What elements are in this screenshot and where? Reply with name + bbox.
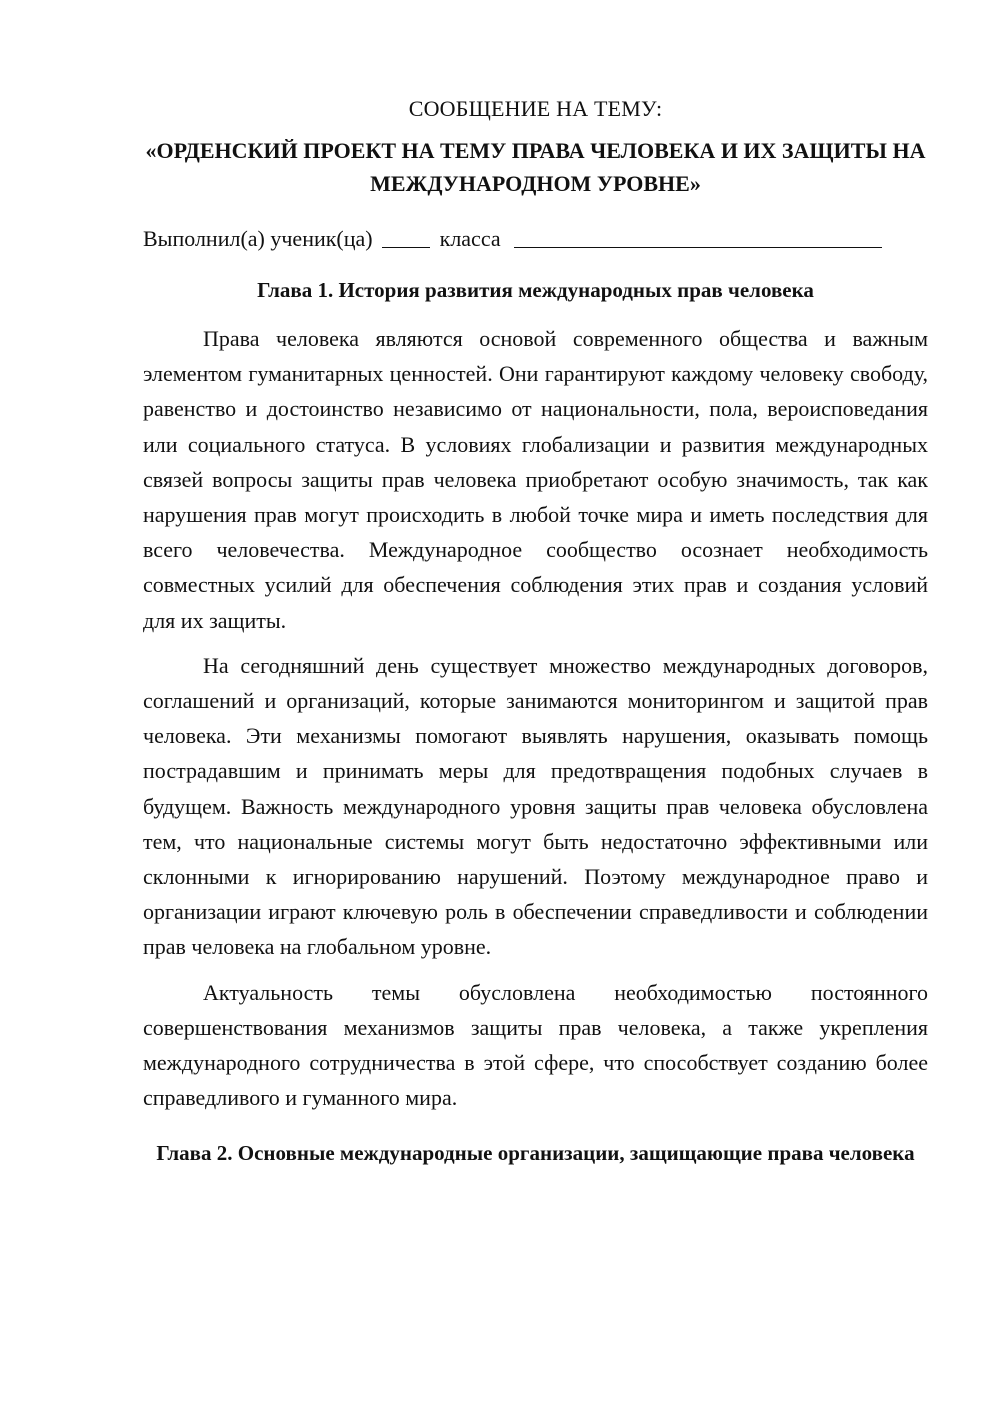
author-line: [143, 222, 928, 256]
chapter-1-paragraph-1: Права человека являются основой современного общества и важным элементом гуманитарных ценностей. Они гарантируют каждому человеку свободу, равенство и достоинство независимо от национальности, пола, вероисповедания или социального статуса. В условиях глобализации и развития международных связей вопросы защиты прав человека приобретают особую значимость, так как нарушения прав могут происходить в любой точке мира и иметь последствия для всего человечества. Международное сообщество осознает необходимость совместных усилий для обеспечения соблюдения этих прав и создания условий для их защиты.: [143, 326, 928, 633]
author-prefix: Выполнил(а) ученик(ца): [143, 226, 373, 251]
document-title: «ОРДЕНСКИЙ ПРОЕКТ НА ТЕМУ ПРАВА ЧЕЛОВЕКА И ИХ ЗАЩИТЫ НА МЕЖДУНАРОДНОМ УРОВНЕ»: [145, 138, 926, 196]
class-number-blank: [382, 225, 430, 248]
document-page: [143, 92, 928, 1184]
chapter-1-heading: Глава 1. История развития международных прав человека: [257, 278, 814, 302]
chapter-2-heading: Глава 2. Основные международные организации, защищающие права человека: [156, 1141, 915, 1166]
author-name-blank: [514, 225, 882, 248]
author-class-label: класса: [439, 226, 501, 251]
document-type: СООБЩЕНИЕ НА ТЕМУ:: [408, 96, 663, 121]
chapter-1-paragraph-3: Актуальность темы обусловлена необходимостью постоянного совершенствования механизмов защиты прав человека, а также укрепления международного сотрудничества в этой сфере, что способствует созданию более справедливого и гуманного мира.: [143, 979, 928, 1111]
chapter-1-paragraph-2: На сегодняшний день существует множество международных договоров, соглашений и организаций, которые занимаются мониторингом и защитой прав человека. Эти механизмы помогают выявлять нарушения, оказывать помощь пострадавшим и принимать меры для предотвращения подобных случаев в будущем. Важность международного уровня защиты прав человека обусловлена тем, что национальные системы могут быть недостаточно эффективными или склонными к игнорированию нарушений. Поэтому международное право и организации играют ключевую роль в обеспечении справедливости и соблюдении прав человека на глобальном уровне.: [143, 652, 928, 960]
